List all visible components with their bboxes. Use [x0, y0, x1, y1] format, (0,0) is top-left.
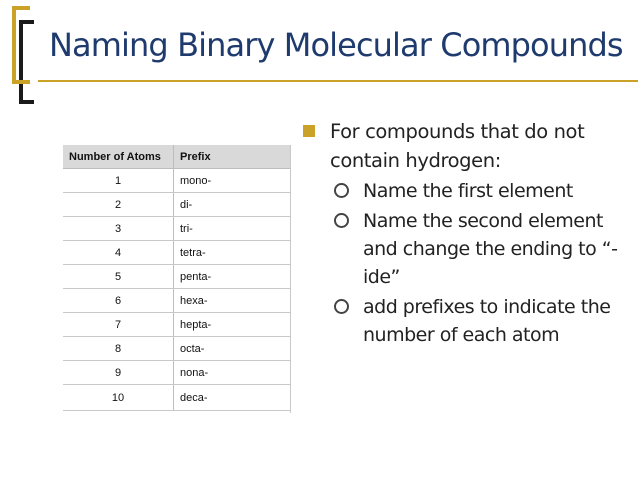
prefix-cell: penta- [174, 265, 292, 289]
table-row [63, 337, 291, 361]
table-row [63, 265, 291, 289]
bullet-main-text: For compounds that do not contain hydrogen: [330, 120, 585, 172]
sub-bullet-first-element [300, 177, 630, 205]
atom-count-cell: 8 [63, 337, 174, 361]
square-bullet-icon [303, 125, 315, 137]
bullet-list [300, 117, 630, 349]
table-row [63, 361, 291, 385]
sub-bullet-second-element [300, 207, 630, 291]
prefix-cell: hepta- [174, 313, 292, 337]
title-divider [38, 80, 638, 82]
atom-count-cell: 5 [63, 265, 174, 289]
table-row [63, 385, 291, 411]
atom-count-cell: 6 [63, 289, 174, 313]
sub-bullet-prefixes [300, 293, 630, 349]
prefix-cell: tetra- [174, 241, 292, 265]
atom-count-cell: 10 [63, 385, 174, 411]
prefix-cell: mono- [174, 169, 292, 193]
sub-bullet-text: Name the first element [363, 180, 573, 202]
atom-count-cell: 3 [63, 217, 174, 241]
prefix-cell: deca- [174, 385, 292, 411]
table-row [63, 241, 291, 265]
table-row [63, 217, 291, 241]
bullet-main [300, 117, 630, 175]
prefix-cell: tri- [174, 217, 292, 241]
prefix-cell: octa- [174, 337, 292, 361]
table-row [63, 193, 291, 217]
atom-count-cell: 2 [63, 193, 174, 217]
table-row [63, 169, 291, 193]
atom-count-cell: 4 [63, 241, 174, 265]
prefix-cell: di- [174, 193, 292, 217]
table-row [63, 313, 291, 337]
slide-title: Naming Binary Molecular Compounds [49, 26, 623, 64]
sub-bullet-text: Name the second element and change the ending to “-ide” [363, 210, 618, 288]
sub-bullet-text: add prefixes to indicate the number of each atom [363, 296, 611, 346]
atom-count-cell: 1 [63, 169, 174, 193]
table-header-row [63, 145, 291, 169]
prefix-cell: hexa- [174, 289, 292, 313]
prefix-table [63, 145, 291, 411]
atom-count-cell: 7 [63, 313, 174, 337]
atom-count-cell: 9 [63, 361, 174, 385]
circle-bullet-icon [334, 213, 349, 228]
bracket-gold-icon [12, 6, 30, 84]
table-right-border [290, 145, 291, 413]
prefix-cell: nona- [174, 361, 292, 385]
circle-bullet-icon [334, 299, 349, 314]
table-row [63, 289, 291, 313]
header-prefix: Prefix [174, 145, 292, 169]
circle-bullet-icon [334, 183, 349, 198]
header-number-of-atoms: Number of Atoms [63, 145, 174, 169]
